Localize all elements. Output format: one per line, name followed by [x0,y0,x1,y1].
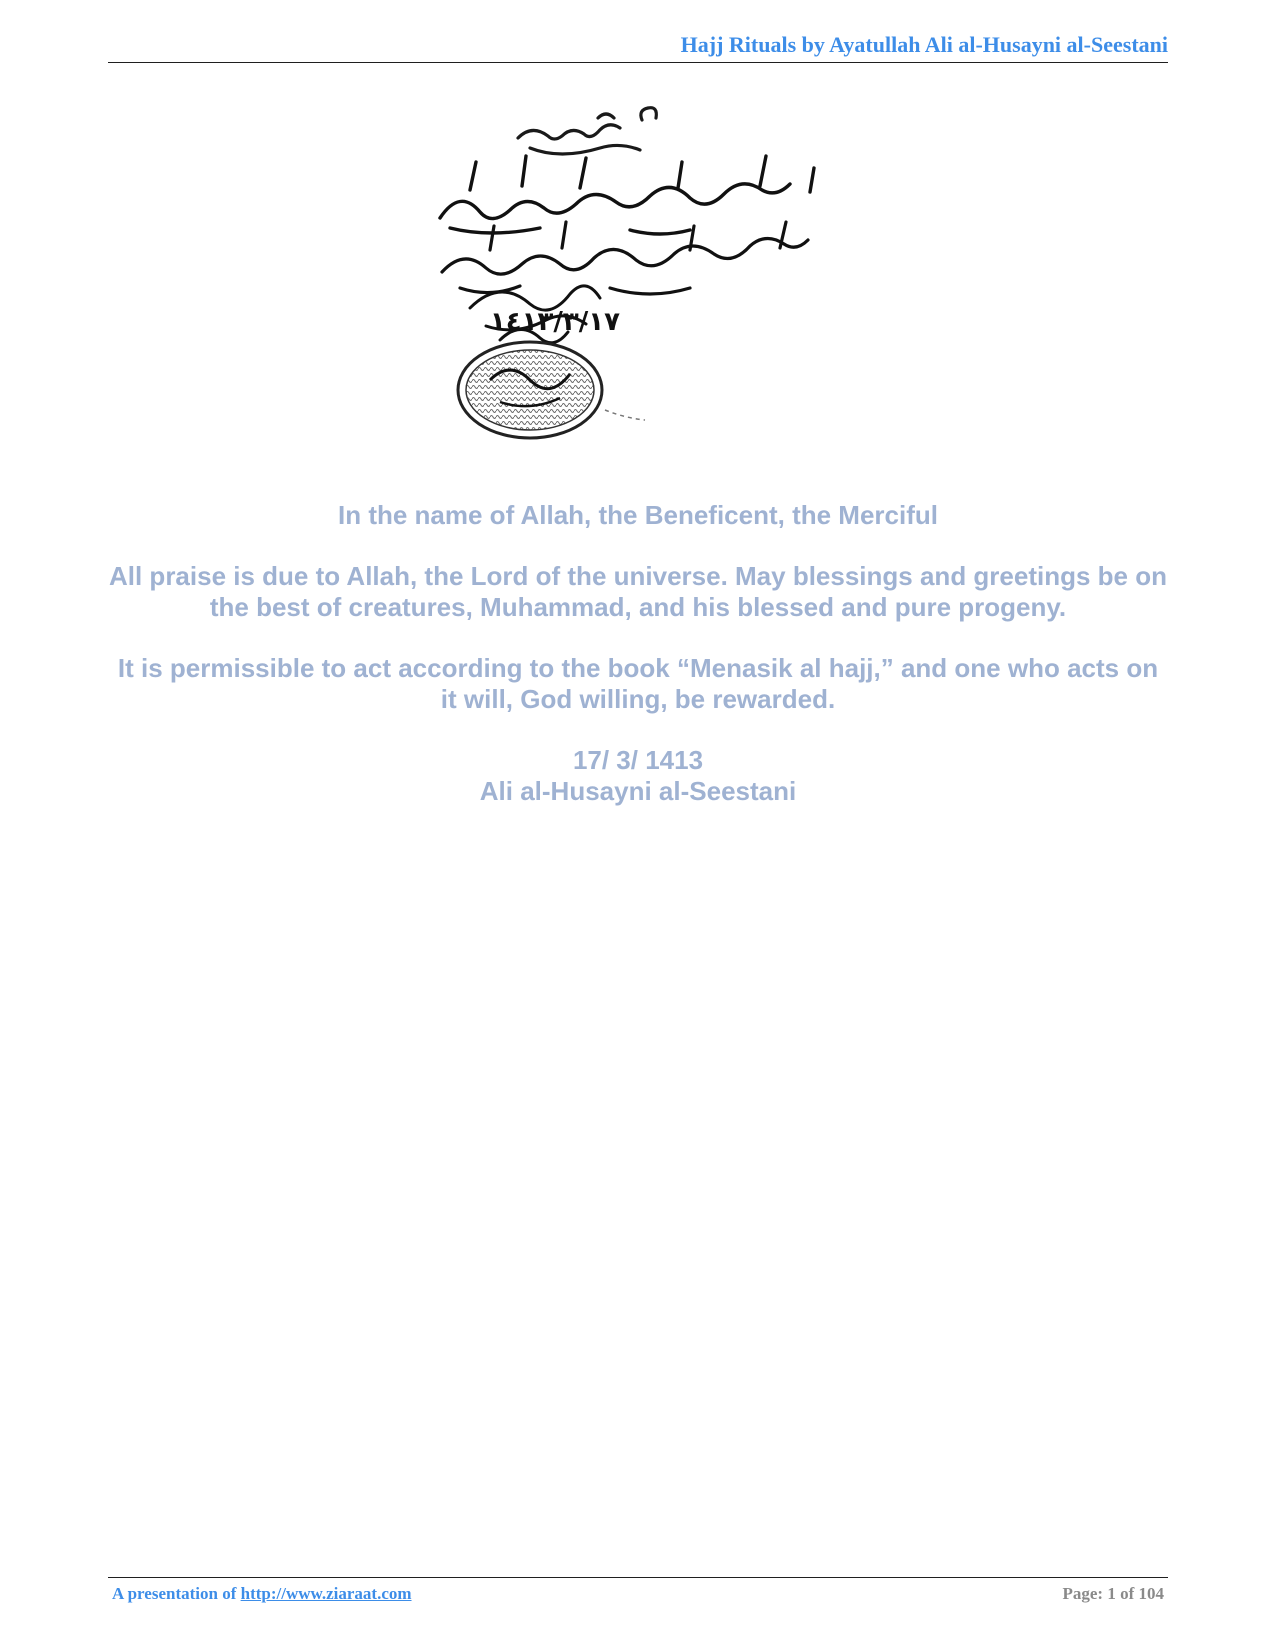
footer-prefix: A presentation of [112,1584,241,1603]
endorsement-date: 17/ 3/ 1413 [572,745,704,775]
page-header [108,30,1168,63]
permission-paragraph: It is permissible to act according to the book “Menasik al hajj,” and one who acts on it will, God willing, be rewarded. [117,653,1159,714]
praise-paragraph: All praise is due to Allah, the Lord of the universe. May blessings and greetings be on the best of creatures, Muhammad, and his blessed and pure progeny. [108,561,1167,622]
page-number: Page: 1 of 104 [1062,1584,1164,1603]
footer-presentation [112,1584,412,1604]
page-footer [108,1577,1168,1608]
arabic-date: ١٤١٣/٣/١٧ [489,307,620,337]
signatory-name: Ali al-Husayni al-Seestani [479,776,797,806]
seal-stamp [458,342,602,438]
endorsement-image [430,90,850,465]
handwritten-endorsement [430,90,850,465]
ziaraat-link[interactable]: http://www.ziaraat.com [240,1584,412,1603]
header-title: Hajj Rituals by Ayatullah Ali al-Husayni al-Seestani [680,32,1168,57]
opening-line: In the name of Allah, the Beneficent, the Merciful [337,500,938,530]
